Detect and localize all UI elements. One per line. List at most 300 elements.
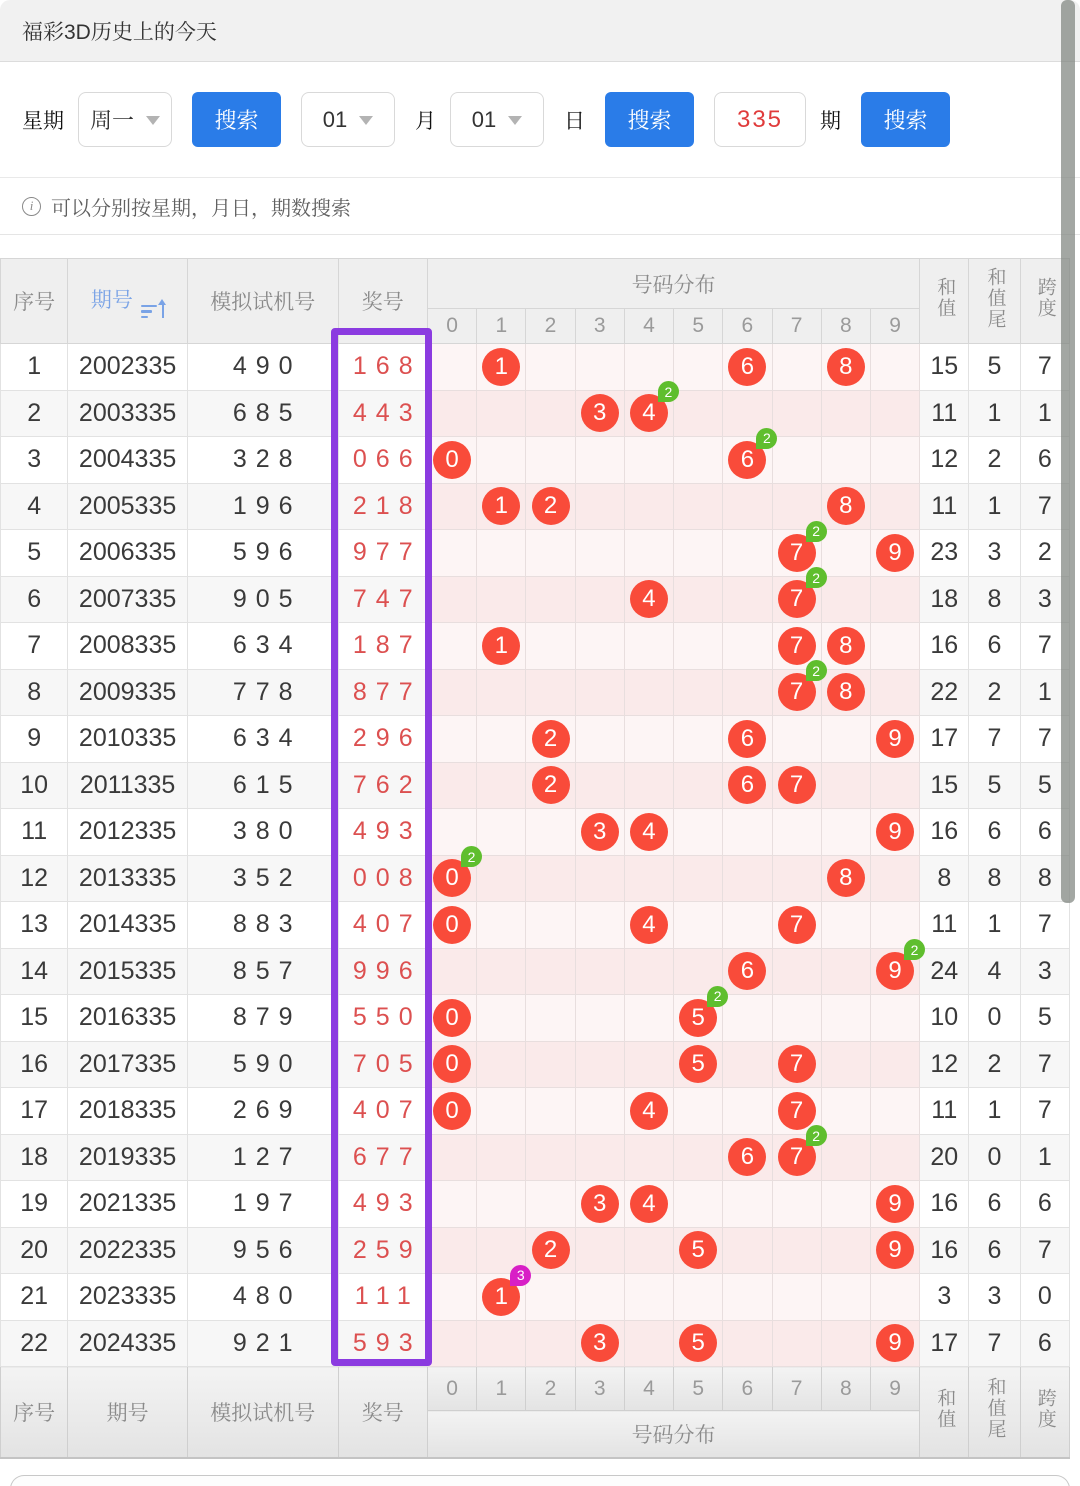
- row-span: 7: [1020, 483, 1069, 530]
- month-select[interactable]: [301, 92, 395, 147]
- dist-cell-2: [526, 530, 575, 577]
- dist-cell-9: [870, 762, 919, 809]
- row-issue: 2016335: [68, 995, 188, 1042]
- dist-cell-7: [772, 855, 821, 902]
- row-test-number: 590: [187, 1041, 338, 1088]
- digit-ball: 3: [581, 394, 619, 432]
- repeat-count-badge: 2: [461, 846, 482, 867]
- digit-ball: 4 2: [630, 394, 668, 432]
- row-seq: 10: [1, 762, 68, 809]
- hint-text: 可以分别按星期，月日，期数搜索: [51, 197, 351, 220]
- dist-cell-2: [526, 855, 575, 902]
- dist-mark-wrap: [526, 766, 574, 804]
- dist-mark-wrap: [526, 720, 574, 758]
- dist-mark-wrap: [773, 523, 821, 572]
- dist-cell-9: [870, 1320, 919, 1367]
- footer-span: 跨度: [1020, 1367, 1069, 1458]
- digit-ball: 6: [728, 720, 766, 758]
- row-prize-number: 008: [338, 855, 427, 902]
- dist-cell-6: [723, 902, 772, 949]
- dist-cell-4: [624, 1274, 673, 1321]
- dist-cell-7: [772, 437, 821, 484]
- digit-footer-7: 7: [772, 1367, 821, 1411]
- dist-cell-0: [427, 483, 476, 530]
- table-row: [1, 390, 1070, 437]
- table-footer: [1, 1367, 1070, 1458]
- row-prize-number: 259: [338, 1227, 427, 1274]
- dist-cell-6: [723, 809, 772, 856]
- repeat-count-badge: 2: [806, 1125, 827, 1146]
- digit-ball: 8: [827, 627, 865, 665]
- row-test-number: 596: [187, 530, 338, 577]
- dist-cell-4: [624, 809, 673, 856]
- digit-ball: 4: [630, 1185, 668, 1223]
- dist-cell-9: [870, 995, 919, 1042]
- row-seq: 15: [1, 995, 68, 1042]
- dist-cell-5: [674, 988, 723, 1042]
- row-prize-number: 550: [338, 995, 427, 1042]
- dist-cell-1: [477, 716, 526, 763]
- dist-mark-wrap: [822, 487, 870, 525]
- dist-mark-wrap: [625, 1092, 673, 1130]
- dist-cell-2: [526, 1320, 575, 1367]
- dist-cell-7: [772, 1181, 821, 1228]
- dist-mark-wrap: [477, 487, 525, 525]
- dist-cell-1: [477, 1267, 526, 1321]
- dist-cell-0: [427, 716, 476, 763]
- dist-cell-5: [674, 1227, 723, 1274]
- row-test-number: 857: [187, 948, 338, 995]
- dist-cell-1: [477, 1088, 526, 1135]
- history-table: [0, 258, 1070, 1459]
- row-span: 6: [1020, 809, 1069, 856]
- digit-ball: 6 2: [728, 441, 766, 479]
- row-prize-number: 407: [338, 902, 427, 949]
- row-test-number: 615: [187, 762, 338, 809]
- dist-cell-6: [723, 1274, 772, 1321]
- digit-footer-4: 4: [624, 1367, 673, 1411]
- row-sum: 11: [920, 1088, 969, 1135]
- header-test: 模拟试机号: [187, 259, 338, 344]
- week-search-button[interactable]: 搜索: [192, 92, 281, 147]
- digit-ball: 6: [728, 766, 766, 804]
- row-sum-tail: 6: [969, 1181, 1020, 1228]
- dist-cell-0: [427, 1134, 476, 1181]
- repeat-count-badge: 2: [658, 381, 679, 402]
- table-body: [1, 344, 1070, 1367]
- row-sum: 15: [920, 344, 969, 391]
- digit-footer-9: 9: [870, 1367, 919, 1411]
- row-sum: 12: [920, 1041, 969, 1088]
- row-sum-tail: 1: [969, 902, 1020, 949]
- dist-mark-wrap: [428, 1092, 476, 1130]
- digit-footer-5: 5: [674, 1367, 723, 1411]
- row-prize-number: 677: [338, 1134, 427, 1181]
- row-issue: 2008335: [68, 623, 188, 670]
- search-bar: [0, 62, 1080, 178]
- dist-cell-3: [575, 716, 624, 763]
- dist-cell-4: [624, 1041, 673, 1088]
- dist-cell-8: [821, 437, 870, 484]
- dist-cell-2: [526, 483, 575, 530]
- dist-cell-2: [526, 1134, 575, 1181]
- dist-mark-wrap: [773, 627, 821, 665]
- dist-mark-wrap: [822, 627, 870, 665]
- dist-cell-5: [674, 855, 723, 902]
- digit-ball: 2: [532, 766, 570, 804]
- dist-cell-3: [575, 762, 624, 809]
- dist-mark-wrap: [773, 569, 821, 618]
- dist-cell-4: [624, 1088, 673, 1135]
- dist-cell-2: [526, 669, 575, 716]
- dist-cell-6: [723, 1227, 772, 1274]
- row-sum-tail: 0: [969, 995, 1020, 1042]
- dist-cell-7: [772, 344, 821, 391]
- dist-cell-4: [624, 716, 673, 763]
- digit-footer-6: 6: [723, 1367, 772, 1411]
- dist-mark-wrap: [773, 662, 821, 711]
- row-prize-number: 111: [338, 1274, 427, 1321]
- row-span: 3: [1020, 948, 1069, 995]
- dist-cell-3: [575, 1227, 624, 1274]
- dist-mark-wrap: [625, 383, 673, 432]
- row-prize-number: 996: [338, 948, 427, 995]
- dist-cell-7: [772, 1320, 821, 1367]
- digit-ball: 6: [728, 952, 766, 990]
- digit-ball: 1: [482, 627, 520, 665]
- row-span: 8: [1020, 855, 1069, 902]
- dist-cell-3: [575, 995, 624, 1042]
- header-prize: 奖号: [338, 259, 427, 344]
- row-seq: 3: [1, 437, 68, 484]
- row-span: 6: [1020, 1181, 1069, 1228]
- row-prize-number: 877: [338, 669, 427, 716]
- dist-mark-wrap: [674, 1324, 722, 1362]
- row-prize-number: 296: [338, 716, 427, 763]
- row-seq: 12: [1, 855, 68, 902]
- digit-header-8: 8: [821, 309, 870, 344]
- sort-ascending-icon[interactable]: [141, 302, 165, 318]
- day-select[interactable]: [450, 92, 544, 147]
- date-search-button[interactable]: 搜索: [605, 92, 694, 147]
- digit-ball: 7 2: [778, 534, 816, 572]
- digit-header-3: 3: [575, 309, 624, 344]
- dist-mark-wrap: [723, 720, 771, 758]
- row-issue: 2017335: [68, 1041, 188, 1088]
- dist-cell-1: [477, 623, 526, 670]
- row-sum-tail: 6: [969, 1227, 1020, 1274]
- repeat-count-badge: 2: [806, 567, 827, 588]
- dist-cell-6: [723, 1134, 772, 1181]
- row-seq: 4: [1, 483, 68, 530]
- digit-ball: 9: [876, 534, 914, 572]
- row-prize-number: 762: [338, 762, 427, 809]
- digit-ball: 7 2: [778, 1138, 816, 1176]
- row-test-number: 921: [187, 1320, 338, 1367]
- digit-ball: 8: [827, 348, 865, 386]
- digit-ball: 7: [778, 1092, 816, 1130]
- dist-cell-9: [870, 623, 919, 670]
- digit-header-7: 7: [772, 309, 821, 344]
- dist-cell-8: [821, 1134, 870, 1181]
- sort-arrow: [162, 302, 165, 318]
- dist-cell-2: [526, 1274, 575, 1321]
- dist-cell-7: [772, 1227, 821, 1274]
- dist-cell-6: [723, 576, 772, 623]
- dist-mark-wrap: [773, 1045, 821, 1083]
- dist-cell-7: [772, 995, 821, 1042]
- dist-cell-8: [821, 1320, 870, 1367]
- row-sum-tail: 1: [969, 390, 1020, 437]
- digit-ball: 4: [630, 1092, 668, 1130]
- day-select-value: 01: [471, 106, 497, 132]
- row-sum-tail: 2: [969, 437, 1020, 484]
- dist-cell-6: [723, 1088, 772, 1135]
- row-sum: 15: [920, 762, 969, 809]
- row-seq: 16: [1, 1041, 68, 1088]
- row-issue: 2005335: [68, 483, 188, 530]
- row-issue: 2018335: [68, 1088, 188, 1135]
- row-sum-tail: 8: [969, 855, 1020, 902]
- week-select[interactable]: [78, 92, 172, 147]
- row-prize-number: 493: [338, 809, 427, 856]
- day-label: 日: [564, 109, 585, 133]
- dist-cell-2: [526, 1227, 575, 1274]
- row-sum: 18: [920, 576, 969, 623]
- dist-cell-2: [526, 762, 575, 809]
- dist-cell-9: [870, 344, 919, 391]
- dist-cell-8: [821, 576, 870, 623]
- dist-cell-7: [772, 662, 821, 716]
- dist-cell-4: [624, 995, 673, 1042]
- dist-mark-wrap: [526, 487, 574, 525]
- footer-prize: 奖号: [338, 1367, 427, 1458]
- dist-cell-6: [723, 1181, 772, 1228]
- row-test-number: 352: [187, 855, 338, 902]
- dist-cell-6: [723, 530, 772, 577]
- digit-ball: 7: [778, 627, 816, 665]
- dist-cell-3: [575, 1041, 624, 1088]
- digit-ball: 0 2: [433, 859, 471, 897]
- dist-mark-wrap: [625, 813, 673, 851]
- next-panel-edge: [10, 1475, 1070, 1486]
- digit-ball: 5: [679, 1045, 717, 1083]
- page-title: 福彩3D历史上的今天: [22, 20, 217, 44]
- dist-mark-wrap: [773, 906, 821, 944]
- row-sum: 8: [920, 855, 969, 902]
- dist-cell-6: [723, 483, 772, 530]
- info-circle-icon: i: [22, 197, 41, 216]
- row-sum-tail: 2: [969, 1041, 1020, 1088]
- header-issue[interactable]: [68, 259, 188, 344]
- digit-ball: 2: [532, 720, 570, 758]
- dist-cell-5: [674, 902, 723, 949]
- dist-cell-6: [723, 669, 772, 716]
- page-scrollbar-thumb[interactable]: [1061, 0, 1075, 903]
- dist-cell-3: [575, 948, 624, 995]
- row-seq: 22: [1, 1320, 68, 1367]
- row-prize-number: 187: [338, 623, 427, 670]
- dist-cell-9: [870, 716, 919, 763]
- dist-mark-wrap: [576, 1185, 624, 1223]
- row-span: 7: [1020, 1088, 1069, 1135]
- table-row: [1, 1274, 1070, 1321]
- row-issue: 2002335: [68, 344, 188, 391]
- dist-cell-9: [870, 1088, 919, 1135]
- row-seq: 5: [1, 530, 68, 577]
- dist-cell-2: [526, 1041, 575, 1088]
- table-row: [1, 716, 1070, 763]
- dist-cell-5: [674, 1274, 723, 1321]
- dist-cell-0: [427, 1320, 476, 1367]
- row-issue: 2003335: [68, 390, 188, 437]
- row-span: 2: [1020, 530, 1069, 577]
- row-span: 7: [1020, 1227, 1069, 1274]
- dist-cell-3: [575, 530, 624, 577]
- digit-ball: 3: [581, 813, 619, 851]
- row-span: 7: [1020, 623, 1069, 670]
- digit-ball: 8: [827, 859, 865, 897]
- table-row: [1, 762, 1070, 809]
- dist-cell-5: [674, 623, 723, 670]
- row-seq: 9: [1, 716, 68, 763]
- table-row: [1, 483, 1070, 530]
- digit-ball: 6: [728, 1138, 766, 1176]
- row-seq: 19: [1, 1181, 68, 1228]
- dist-cell-4: [624, 623, 673, 670]
- table-row: [1, 1320, 1070, 1367]
- hint-bar: [0, 178, 1080, 235]
- table-row: [1, 1041, 1070, 1088]
- dist-cell-9: [870, 855, 919, 902]
- row-test-number: 685: [187, 390, 338, 437]
- dist-cell-8: [821, 1181, 870, 1228]
- dist-mark-wrap: [723, 1138, 771, 1176]
- repeat-count-badge: 2: [756, 428, 777, 449]
- dist-mark-wrap: [674, 1045, 722, 1083]
- dist-cell-4: [624, 530, 673, 577]
- row-test-number: 490: [187, 344, 338, 391]
- row-sum-tail: 0: [969, 1134, 1020, 1181]
- dist-cell-1: [477, 1181, 526, 1228]
- row-sum: 16: [920, 1227, 969, 1274]
- row-prize-number: 407: [338, 1088, 427, 1135]
- row-span: 7: [1020, 716, 1069, 763]
- dist-cell-3: [575, 1274, 624, 1321]
- dist-mark-wrap: [822, 348, 870, 386]
- dist-cell-5: [674, 1181, 723, 1228]
- row-prize-number: 493: [338, 1181, 427, 1228]
- row-span: 1: [1020, 669, 1069, 716]
- dist-cell-2: [526, 1088, 575, 1135]
- row-issue: 2022335: [68, 1227, 188, 1274]
- dist-mark-wrap: [871, 1185, 919, 1223]
- dist-cell-0: [427, 576, 476, 623]
- row-sum: 17: [920, 1320, 969, 1367]
- dist-mark-wrap: [871, 1324, 919, 1362]
- table-row: [1, 948, 1070, 995]
- dist-cell-9: [870, 390, 919, 437]
- dist-cell-8: [821, 483, 870, 530]
- week-select-value: 周一: [89, 108, 134, 133]
- month-select-value: 01: [322, 106, 348, 132]
- row-sum-tail: 5: [969, 762, 1020, 809]
- dist-cell-3: [575, 390, 624, 437]
- header-sum-tail: 和值尾: [969, 259, 1020, 344]
- dist-cell-4: [624, 855, 673, 902]
- header-sum: 和值: [920, 259, 969, 344]
- row-sum: 23: [920, 530, 969, 577]
- dist-mark-wrap: [576, 1324, 624, 1362]
- issue-label: 期: [820, 109, 841, 133]
- row-issue: 2004335: [68, 437, 188, 484]
- repeat-count-badge: 3: [510, 1265, 531, 1286]
- row-test-number: 905: [187, 576, 338, 623]
- dist-cell-0: [427, 390, 476, 437]
- row-sum-tail: 4: [969, 948, 1020, 995]
- row-span: 3: [1020, 576, 1069, 623]
- issue-search-button[interactable]: 搜索: [861, 92, 950, 147]
- digit-header-6: 6: [723, 309, 772, 344]
- row-sum: 17: [920, 716, 969, 763]
- dist-cell-2: [526, 390, 575, 437]
- dist-cell-1: [477, 344, 526, 391]
- panel-title-bar: [0, 0, 1080, 62]
- row-sum-tail: 2: [969, 669, 1020, 716]
- dist-cell-2: [526, 1181, 575, 1228]
- row-sum-tail: 1: [969, 1088, 1020, 1135]
- dist-cell-1: [477, 995, 526, 1042]
- row-span: 1: [1020, 390, 1069, 437]
- dist-mark-wrap: [674, 988, 722, 1037]
- dist-cell-8: [821, 948, 870, 995]
- row-test-number: 127: [187, 1134, 338, 1181]
- dist-mark-wrap: [428, 999, 476, 1037]
- dist-cell-0: [427, 1274, 476, 1321]
- row-sum: 16: [920, 623, 969, 670]
- repeat-count-badge: 2: [904, 939, 925, 960]
- row-sum: 12: [920, 437, 969, 484]
- dist-cell-6: [723, 623, 772, 670]
- dist-cell-9: [870, 1227, 919, 1274]
- digit-ball: 5 2: [679, 999, 717, 1037]
- dist-cell-9: [870, 1181, 919, 1228]
- dist-cell-4: [624, 669, 673, 716]
- dist-cell-4: [624, 902, 673, 949]
- dist-cell-3: [575, 809, 624, 856]
- issue-number-input[interactable]: 335: [714, 92, 806, 147]
- digit-ball: 0: [433, 906, 471, 944]
- dist-cell-2: [526, 948, 575, 995]
- row-test-number: 879: [187, 995, 338, 1042]
- dist-mark-wrap: [723, 348, 771, 386]
- row-sum: 3: [920, 1274, 969, 1321]
- table-row: [1, 623, 1070, 670]
- row-sum: 20: [920, 1134, 969, 1181]
- table-row: [1, 995, 1070, 1042]
- dist-cell-4: [624, 576, 673, 623]
- dist-cell-8: [821, 762, 870, 809]
- row-sum: 11: [920, 390, 969, 437]
- row-test-number: 956: [187, 1227, 338, 1274]
- dist-cell-3: [575, 1181, 624, 1228]
- dist-cell-8: [821, 902, 870, 949]
- dist-cell-5: [674, 344, 723, 391]
- digit-ball: 9: [876, 720, 914, 758]
- dist-cell-9: [870, 669, 919, 716]
- row-test-number: 634: [187, 623, 338, 670]
- digit-ball: 9 2: [876, 952, 914, 990]
